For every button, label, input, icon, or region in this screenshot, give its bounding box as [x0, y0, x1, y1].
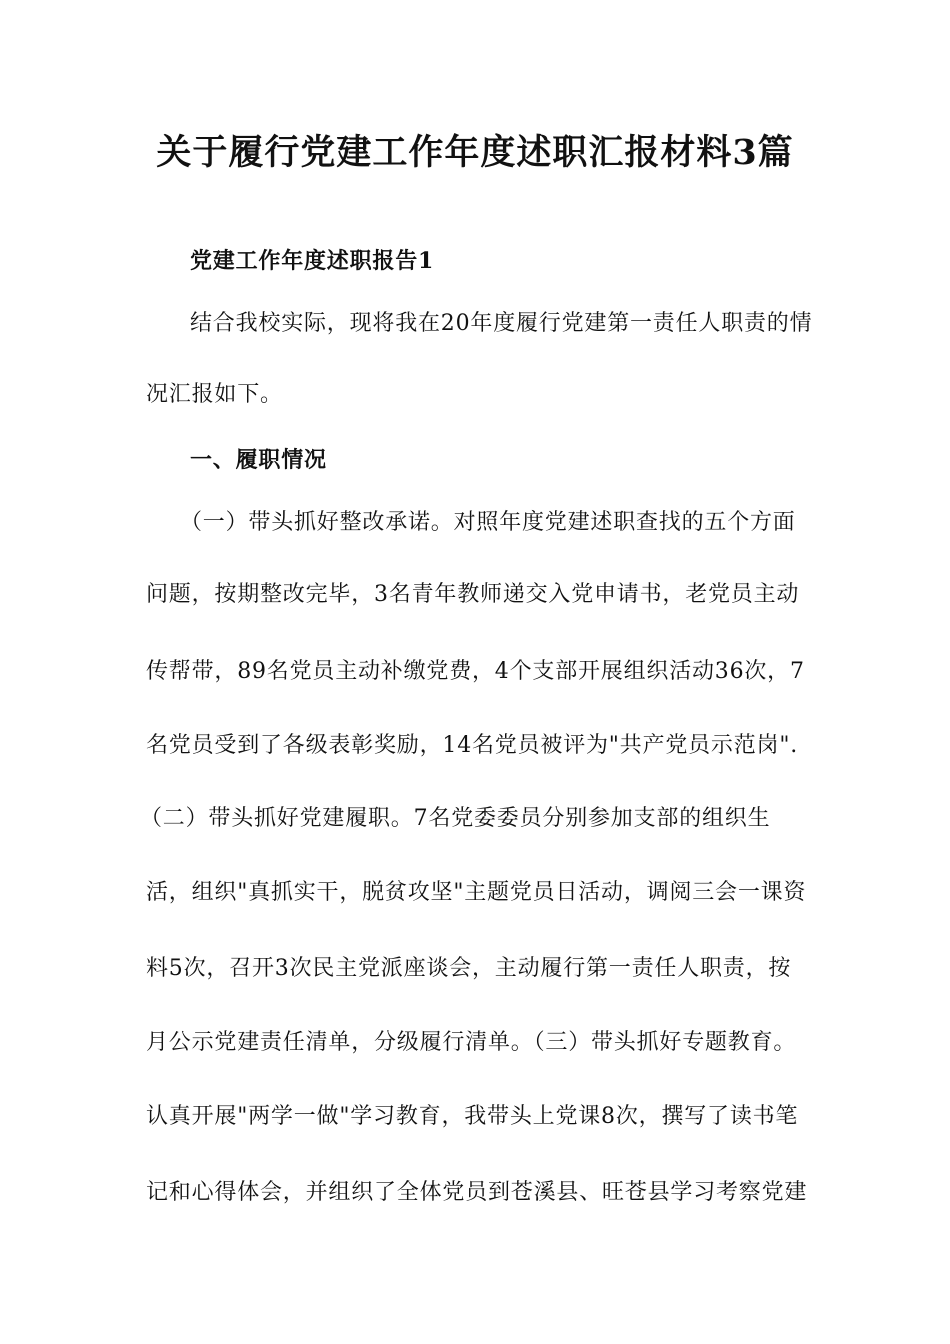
document-title: 关于履行党建工作年度述职汇报材料3篇 — [156, 132, 794, 173]
section-heading-duty-performance: 一、履职情况 — [190, 447, 327, 473]
paragraph-line: 结合我校实际，现将我在20年度履行党建第一责任人职责的情 — [190, 311, 813, 336]
paragraph-line: 问题，按期整改完毕，3名青年教师递交入党申请书，老党员主动 — [146, 582, 800, 607]
paragraph-line: 认真开展"两学一做"学习教育，我带头上党课8次，撰写了读书笔 — [146, 1104, 799, 1129]
paragraph-line: 况汇报如下。 — [146, 382, 283, 407]
section-heading-report-1: 党建工作年度述职报告1 — [190, 248, 435, 274]
paragraph-line: 月公示党建责任清单，分级履行清单。（三）带头抓好专题教育。 — [146, 1030, 797, 1055]
paragraph-line: 记和心得体会，并组织了全体党员到苍溪县、旺苍县学习考察党建 — [146, 1180, 808, 1205]
paragraph-line: 活，组织"真抓实干，脱贫攻坚"主题党员日活动，调阅三会一课资 — [146, 880, 807, 905]
paragraph-line: 传帮带，89名党员主动补缴党费，4个支部开展组织活动36次，7 — [146, 659, 805, 684]
paragraph-line: 料5次，召开3次民主党派座谈会，主动履行第一责任人职责，按 — [146, 956, 792, 981]
paragraph-line: 名党员受到了各级表彰奖励，14名党员被评为"共产党员示范岗". — [146, 733, 799, 758]
paragraph-line: （二）带头抓好党建履职。7名党委委员分别参加支部的组织生 — [140, 806, 771, 831]
paragraph-line: （一）带头抓好整改承诺。对照年度党建述职查找的五个方面 — [180, 510, 796, 535]
